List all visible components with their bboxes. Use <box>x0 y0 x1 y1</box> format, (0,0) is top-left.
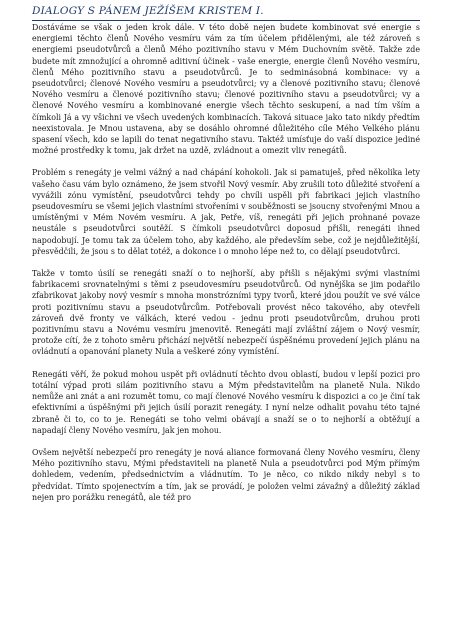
paragraph: Ovšem největší nebezpečí pro renegáty je nová aliance formovaná členy Nového vesmíru, členy Mého pozitivního stavu, Mými představiteli na planetě Nula a pseudotvůrci pod Mým přímým dohledem, vedením, předsednictvím a vládnutím. To je něco, co nikdo nikdy nebyl s to předvídat. Tímto spojenectvím a tím, jak se provádí, je položen velmi závažný a důležitý základ nejen pro porážku renegátů, ale též pro <box>32 447 420 502</box>
header-divider <box>32 20 420 21</box>
running-header: DIALOGY S PÁNEM JEŽÍŠEM KRISTEM I. <box>32 5 264 17</box>
body-text <box>32 22 420 514</box>
paragraph: Dostáváme se však o jeden krok dále. V této době nejen budete kombinovat své energie s energiemi těchto členů Nového vesmíru vám za tím účelem přidělenými, ale též zároveň s energiemi pseudotvůrců a členů Mého pozitivního stavu v Mém Duchovním světě. Takže zde budete mít zmnožující a ohromně aditivní účinek - vaše energie, energie členů Nového vesmíru, členů Mého pozitivního stavu a pseudotvůrců. Je to sedminásobná kombinace: vy a pseudotvůrci; členové Nového vesmíru a pseudotvůrci; vy a členové pozitivního stavu; členové Nového vesmíru a členové pozitivního stavu; členové pozitivního stavu a pseudotvůrci; vy a členové Nového vesmíru a kombinované energie všech těchto seskupení, a nad tím vším a čímkoli Já a vy všichni ve všech uvedených kombinacích. Taková situace jako tato nikdy předtím neexistovala. Je Mnou ustavena, aby se dosáhlo ohromné důležitého cíle Mého Velkého plánu spasení všech, kdo se lapili do tenat negativního stavu. Taktéž umísťuje do vaší dispozice jediné možné prostředky k tomu, jak držet na uzdě, zvládnout a omezit vliv renegátů. <box>32 23 420 156</box>
paragraph: Takže v tomto úsilí se renegáti snaží o to nejhorší, aby přišli s nějakými svými vlastními fabrikacemi srovnatelnými s těmi z pseudovesmíru pseudotvůrců. Od nynějška se jim podařilo zfabrikovat jakoby nový vesmír s mnoha monstrózními typy tvorů, které jdou použít ve své válce proti pozitivnímu stavu a pseudotvůrcům. Potřebovali provést něco takového, aby otevřeli zároveň dvě fronty ve válkách, které vedou - jednu proti pseudotvůrcům, druhou proti pozitivnímu stavu a Novému vesmíru jmenovitě. Renegáti mají zvláštní zájem o Nový vesmír, protože cítí, že z tohoto směru přichází největší nebezpečí úspěšnému provedení jejich plánu na ovládnutí a opanování planety Nula a veškeré zóny vymístění. <box>32 269 420 357</box>
paragraph: Problém s renegáty je velmi vážný a nad chápání kohokoli. Jak si pamatuješ, před několika lety vašeho času vám bylo oznámeno, že jsem stvořil Nový vesmír. Aby zrušili toto důležité stvoření a vyvážili zónu vymístění, pseudotvůrci tehdy po chvíli uspěli při fabrikaci jejich vlastního pseudovesmíru se všemi jejich vlastními stvořeními v souběžnosti se jsoucny stvořenými Mnou a umístěnými v Mém Novém vesmíru. A jak, Petře, víš, renegáti při jejich prohnané povaze neustále s pseudotvůrci soutěží. S čímkoli pseudotvůrci doposud přišli, renegáti ihned napodobují. Je tomu tak za účelem toho, aby každého, ale především sebe, což je nejdůležitější, přesvědčili, že jsou s to dělat totéž, a dokonce i o mnoho lépe než to, co dělají pseudotvůrci. <box>32 168 420 256</box>
paragraph: Renegáti věří, že pokud mohou uspět při ovládnutí těchto dvou oblastí, budou v lepší pozici pro totální výpad proti silám pozitivního stavu a Mým představitelům na planetě Nula. Nikdo nemůže ani znát a ani rozumět tomu, co mají členové Nového vesmíru k dispozici a co je činí tak efektivními a úspěšnými při jejich úsilí porazit renegáty. I nyní nelze odhalit povahu této tajné zbraně či to, co to je. Renegáti se toho velmi obávají a snaží se o to nejhorší a obtěžují a napadají členy Nového vesmíru, jak jen mohou. <box>32 369 420 435</box>
